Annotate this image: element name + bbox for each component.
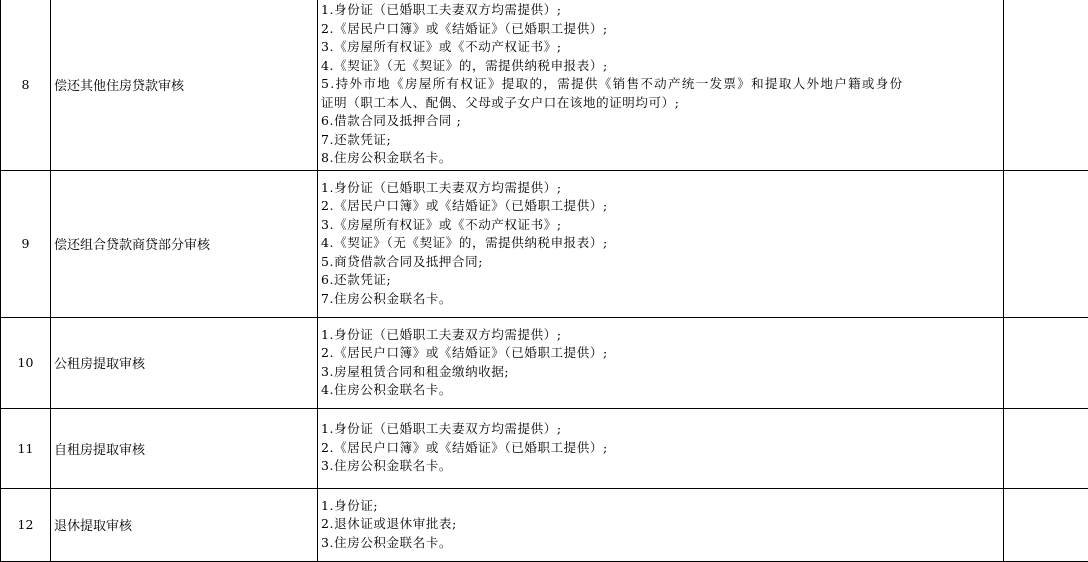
document-line: 2.《居民户口簿》或《结婚证》（已婚职工提供）; — [321, 439, 1003, 458]
row-number: 9 — [1, 170, 51, 317]
document-line: 3.《房屋所有权证》或《不动产权证书》; — [321, 216, 1003, 235]
document-line: 3.房屋租赁合同和租金缴纳收据; — [321, 363, 1003, 382]
document-line: 2.《居民户口簿》或《结婚证》（已婚职工提供）; — [321, 344, 1003, 363]
empty-cell — [1004, 488, 1088, 561]
empty-cell — [1004, 317, 1088, 408]
item-name: 偿还组合贷款商贷部分审核 — [51, 170, 318, 317]
required-documents — [318, 0, 1004, 170]
empty-cell — [1004, 0, 1088, 170]
document-line: 2.《居民户口簿》或《结婚证》（已婚职工提供）; — [321, 20, 1003, 39]
required-documents — [318, 408, 1004, 488]
item-name: 公租房提取审核 — [51, 317, 318, 408]
document-line: 4.《契证》（无《契证》的，需提供纳税申报表）; — [321, 57, 1003, 76]
row-number: 10 — [1, 317, 51, 408]
row-number: 11 — [1, 408, 51, 488]
document-line: 7.住房公积金联名卡。 — [321, 290, 1003, 309]
row-number: 12 — [1, 488, 51, 561]
empty-cell — [1004, 170, 1088, 317]
document-line: 3.住房公积金联名卡。 — [321, 457, 1003, 476]
document-line: 3.住房公积金联名卡。 — [321, 534, 1003, 553]
document-line: 1.身份证（已婚职工夫妻双方均需提供）; — [321, 179, 1003, 198]
table-row — [1, 408, 1088, 488]
item-name: 偿还其他住房贷款审核 — [51, 0, 318, 170]
document-line: 4.《契证》（无《契证》的，需提供纳税申报表）; — [321, 234, 1003, 253]
document-line: 6.还款凭证; — [321, 271, 1003, 290]
table-row — [1, 170, 1088, 317]
document-line: 5.持外市地《房屋所有权证》提取的，需提供《销售不动产统一发票》和提取人外地户籍或身份 — [321, 75, 1003, 94]
document-line: 4.住房公积金联名卡。 — [321, 381, 1003, 400]
document-line: 2.退休证或退休审批表; — [321, 515, 1003, 534]
required-documents — [318, 170, 1004, 317]
document-line: 7.还款凭证; — [321, 131, 1003, 150]
empty-cell — [1004, 408, 1088, 488]
document-line: 2.《居民户口簿》或《结婚证》（已婚职工提供）; — [321, 197, 1003, 216]
table-row — [1, 317, 1088, 408]
row-number: 8 — [1, 0, 51, 170]
document-line: 8.住房公积金联名卡。 — [321, 149, 1003, 168]
required-documents — [318, 488, 1004, 561]
required-documents — [318, 317, 1004, 408]
item-name: 自租房提取审核 — [51, 408, 318, 488]
document-line: 1.身份证（已婚职工夫妻双方均需提供）; — [321, 326, 1003, 345]
table-row — [1, 0, 1088, 170]
document-line: 1.身份证; — [321, 497, 1003, 516]
document-line: 1.身份证（已婚职工夫妻双方均需提供）; — [321, 420, 1003, 439]
table-row — [1, 488, 1088, 561]
document-line: 3.《房屋所有权证》或《不动产权证书》; — [321, 38, 1003, 57]
document-line: 5.商贷借款合同及抵押合同; — [321, 253, 1003, 272]
document-line: 6.借款合同及抵押合同 ; — [321, 112, 1003, 131]
document-line: 证明（职工本人、配偶、父母或子女户口在该地的证明均可）; — [321, 94, 1003, 113]
document-line: 1.身份证（已婚职工夫妻双方均需提供）; — [321, 1, 1003, 20]
item-name: 退休提取审核 — [51, 488, 318, 561]
